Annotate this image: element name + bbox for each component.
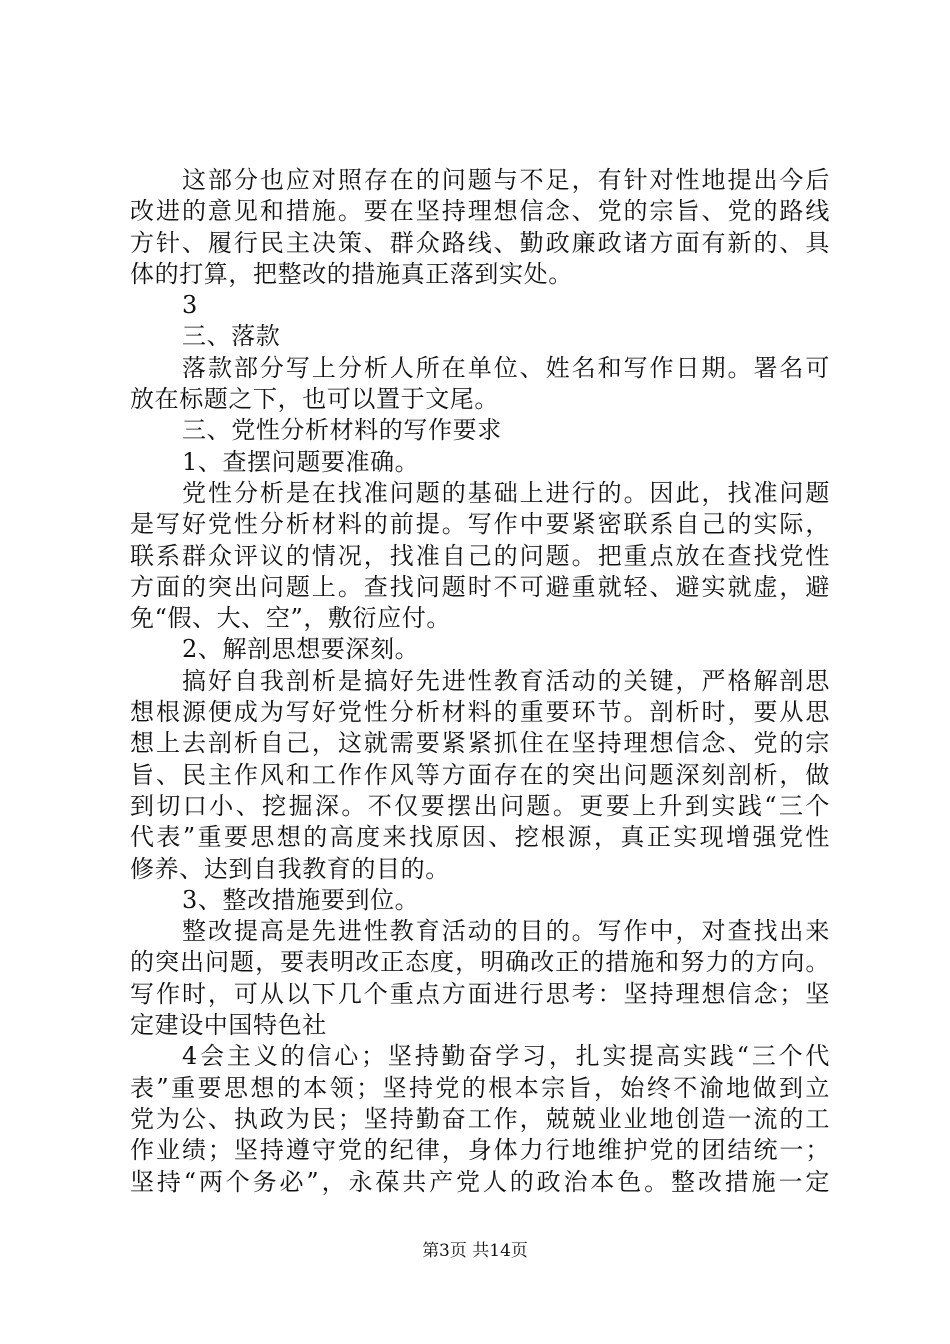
text-line: 方针、履行民主决策、群众路线、勤政廉政诸方面有新的、具 bbox=[130, 228, 830, 257]
text-line: 体的打算，把整改的措施真正落到实处。 bbox=[130, 259, 573, 288]
text-line: 的突出问题，要表明改正态度，明确改正的措施和努力的方向。 bbox=[130, 948, 830, 977]
text-line: 免“假、大、空”，敷衍应付。 bbox=[130, 604, 451, 633]
text-line: 这部分也应对照存在的问题与不足，有针对性地提出今后 bbox=[182, 166, 830, 194]
text-line: 党性分析是在找准问题的基础上进行的。因此，找准问题 bbox=[182, 478, 830, 507]
text-line: 三、党性分析材料的写作要求 bbox=[182, 416, 502, 445]
text-line: 写作时，可从以下几个重点方面进行思考：坚持理想信念；坚 bbox=[130, 979, 830, 1008]
text-line: 3、整改措施要到位。 bbox=[182, 885, 420, 914]
text-line: 4会主义的信心；坚持勤奋学习，扎实提高实践“三个代 bbox=[182, 1042, 830, 1071]
text-line: 方面的突出问题上。查找问题时不可避重就轻、避实就虚，避 bbox=[130, 572, 830, 601]
document-body bbox=[130, 165, 830, 1198]
text-line: 作业绩；坚持遵守党的纪律，身体力行地维护党的团结统一； bbox=[130, 1136, 830, 1165]
text-line: 落款部分写上分析人所在单位、姓名和写作日期。署名可 bbox=[182, 353, 830, 382]
page-footer bbox=[0, 1240, 950, 1262]
text-line: 坚持“两个务必”，永葆共产党人的政治本色。整改措施一定 bbox=[130, 1167, 830, 1196]
text-line: 想上去剖析自己，这就需要紧紧抓住在坚持理想信念、党的宗 bbox=[130, 729, 830, 758]
text-line: 修养、达到自我教育的目的。 bbox=[130, 854, 450, 883]
text-line: 搞好自我剖析是搞好先进性教育活动的关键，严格解剖思 bbox=[182, 666, 830, 695]
text-line: 3 bbox=[182, 291, 198, 320]
text-line: 旨、民主作风和工作作风等方面存在的突出问题深刻剖析，做 bbox=[130, 760, 830, 789]
text-line: 党为公、执政为民；坚持勤奋工作，兢兢业业地创造一流的工 bbox=[130, 1104, 830, 1133]
text-line: 代表”重要思想的高度来找原因、挖根源，真正实现增强党性 bbox=[130, 823, 830, 852]
text-line: 2、解剖思想要深刻。 bbox=[182, 635, 420, 664]
text-line: 表”重要思想的本领；坚持党的根本宗旨，始终不渝地做到立 bbox=[130, 1073, 830, 1102]
text-line: 三、落款 bbox=[182, 322, 281, 351]
page-number: 第3页 共14页 bbox=[422, 1241, 528, 1261]
text-line: 放在标题之下，也可以置于文尾。 bbox=[130, 385, 499, 414]
text-line: 整改提高是先进性教育活动的目的。写作中，对查找出来 bbox=[182, 917, 830, 946]
text-line: 改进的意见和措施。要在坚持理想信念、党的宗旨、党的路线 bbox=[130, 197, 830, 226]
text-line: 到切口小、挖掘深。不仅要摆出问题。更要上升到实践“三个 bbox=[130, 791, 830, 820]
text-line: 是写好党性分析材料的前提。写作中要紧密联系自己的实际， bbox=[130, 510, 830, 539]
text-line: 想根源便成为写好党性分析材料的重要环节。剖析时，要从思 bbox=[130, 698, 830, 727]
text-line: 定建设中国特色社 bbox=[130, 1011, 327, 1040]
text-line: 1、查摆问题要准确。 bbox=[182, 447, 420, 476]
text-line: 联系群众评议的情况，找准自己的问题。把重点放在查找党性 bbox=[130, 541, 830, 570]
